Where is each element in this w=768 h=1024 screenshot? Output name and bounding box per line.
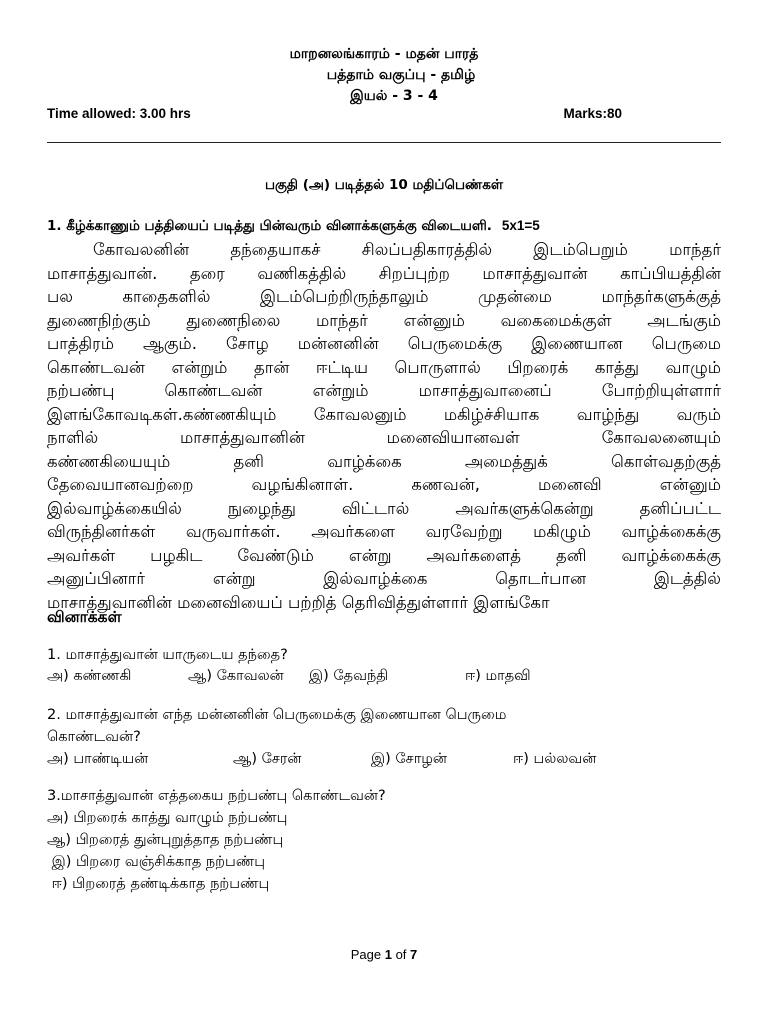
option-c: இ) சோழன் [371,751,447,767]
passage-line: பாத்திரம் ஆகும். சோழ மன்னனின் பெருமைக்கு இணையான பெருமை [47,334,721,353]
section-title: பகுதி (அ) படித்தல் 10 மதிப்பெண்கள் [264,177,504,193]
option-b: ஆ) பிறரைத் துன்புறுத்தாத நற்பண்பு [47,832,284,848]
option-a: அ) பாண்டியன் [47,751,149,767]
passage-line: கொண்டவன் என்றும் தான் ஈட்டிய பொருளால் பிறரைக் காத்து வாழும் [47,357,721,377]
page-label: Page [350,947,382,962]
meta-row [47,106,622,121]
option-a: அ) கண்ணகி [47,668,132,684]
total-pages: 7 [410,947,418,962]
option-b: ஆ) சேரன் [233,751,302,767]
question-text: 2. மாசாத்துவான் எந்த மன்னனின் பெருமைக்கு இணையான பெருமை [47,707,507,723]
question-text: 3.மாசாத்துவான் எத்தகைய நற்பண்பு கொண்டவன்? [47,788,386,804]
passage-line: இளங்கோவடிகள்.கண்ணகியும் கோவலனும் மகிழ்ச்சியாக வாழ்ந்து வரும் [47,404,721,424]
header-divider [47,142,721,143]
questions-title: வினாக்கள் [47,608,122,626]
option-b: ஆ) கோவலன் [188,668,284,684]
current-page: 1 [384,947,392,962]
question-1-heading [47,218,737,236]
page-footer [0,947,768,962]
passage-line: நாளில் மாசாத்துவானின் மனைவியானவள் கோவலனையும் [47,428,721,447]
option-c: இ) தேவந்தி [309,668,389,684]
question-text-continued: கொண்டவன்? [47,729,141,745]
option-d: ஈ) பல்லவன் [513,751,597,767]
passage-line: பல காதைகளில் இடம்பெற்றிருந்தாலும் முதன்மை மாந்தர்களுக்குத் [47,287,721,306]
passage-line: கண்ணகியையும் தனி வாழ்க்கை அமைத்துக் கொள்வதற்குத் [47,451,721,471]
option-a: அ) பிறரைக் காத்து வாழும் நற்பண்பு [47,810,288,826]
time-allowed: Time allowed: 3.00 hrs [47,106,191,121]
option-c: இ) பிறரை வஞ்சிக்காத நற்பண்பு [47,854,266,870]
passage-line: அனுப்பினார் என்று இல்வாழ்க்கை தொடர்பான இடத்தில் [47,569,721,588]
passage-line: நற்பண்பு கொண்டவன் என்றும் மாசாத்துவானைப் போற்றியுள்ளார் [47,381,721,400]
passage-line: தேவையானவற்றை வழங்கினாள். கணவன், மனைவி என்னும் [47,475,721,494]
reading-passage [47,238,721,614]
passage-line: இல்வாழ்க்கையில் நுழைந்து விட்டால் அவர்களுக்கென்று தனிப்பட்ட [47,498,721,518]
total-marks: Marks:80 [563,106,622,121]
passage-line: மாசாத்துவான். தரை வணிகத்தில் சிறப்புற்ற மாசாத்துவான் காப்பியத்தின் [47,263,721,283]
header-line-2: பத்தாம் வகுப்பு - தமிழ் [326,67,476,83]
passage-line: கோவலனின் தந்தையாகச் சிலப்பதிகாரத்தில் இடம்பெறும் மாந்தர் [93,240,721,259]
of-label: of [395,947,407,962]
passage-line: மாசாத்துவானின் மனைவியைப் பற்றித் தெரிவித்துள்ளார் இளங்கோ [47,592,550,612]
question-text: 1. மாசாத்துவான் யாருடைய தந்தை? [47,647,288,663]
header-line-3: இயல் - 3 - 4 [350,88,438,104]
question-1-marks: 5x1=5 [501,218,540,233]
option-d: ஈ) மாதவி [465,668,531,684]
passage-line: துணைநிற்கும் துணைநிலை மாந்தர் என்னும் வகைமைக்குள் அடங்கும் [47,310,721,330]
passage-line: அவர்கள் பழகிட வேண்டும் என்று அவர்களைத் தனி வாழ்க்கைக்கு [47,545,721,565]
passage-line: விருந்தினர்கள் வருவார்கள். அவர்களை வரவேற்று மகிழும் வாழ்க்கைக்கு [47,522,721,541]
header-line-1: மாறனலங்காரம் - மதன் பாரத் [289,46,479,62]
question-1-instruction: 1. கீழ்க்காணும் பத்தியைப் படித்து பின்வரும் வினாக்களுக்கு விடையளி. [47,218,492,234]
option-d: ஈ) பிறரைத் தண்டிக்காத நற்பண்பு [47,876,270,892]
